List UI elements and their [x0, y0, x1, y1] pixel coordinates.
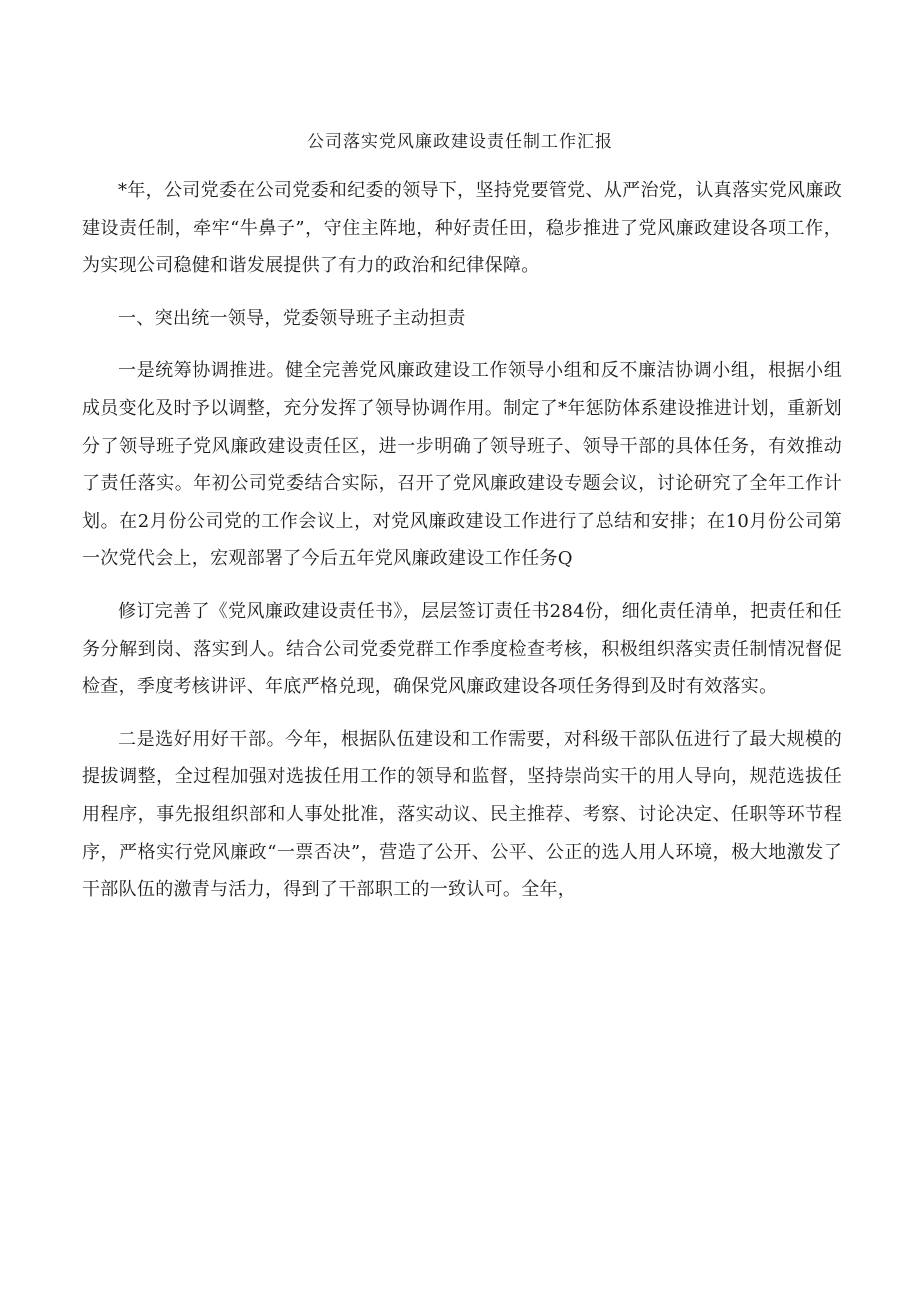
document-body: [82, 172, 842, 924]
paragraph-responsibility-letter: 修订完善了《党风廉政建设责任书》，层层签订责任书284份，细化责任清单，把责任和任务分解到岗、落实到人。结合公司党委党群工作季度检查考核，积极组织落实责任制情况督促检查，季度考核讲评、年底严格兑现，确保党风廉政建设各项任务得到及时有效落实。: [82, 600, 842, 698]
paragraph-cadre-selection: 二是选好用好干部。今年，根据队伍建设和工作需要，对科级干部队伍进行了最大规模的提拔调整，全过程加强对选拔任用工作的领导和监督，坚持崇尚实干的用人导向，规范选拔任用程序，事先报组织部和人事处批准，落实动议、民主推荐、考察、讨论决定、任职等环节程序，严格实行党风廉政“一票否决”，营造了公开、公平、公正的选人用人环境，极大地激发了干部队伍的激青与活力，得到了干部职工的一致认可。全年，: [82, 728, 842, 901]
section-heading-1: 一、突出统一领导，党委领导班子主动担责: [118, 307, 466, 329]
paragraph-intro: *年，公司党委在公司党委和纪委的领导下，坚持党要管党、从严治党，认真落实党风廉政建设责任制，牵牢“牛鼻子”，守住主阵地，种好责任田，稳步推进了党风廉政建设各项工作，为实现公司稳健和谐发展提供了有力的政治和纪律保障。: [82, 180, 842, 277]
paragraph-coordination: 一是统筹协调推进。健全完善党风廉政建设工作领导小组和反不廉洁协调小组，根据小组成员变化及时予以调整，充分发挥了领导协调作用。制定了*年惩防体系建设推进计划，重新划分了领导班子党风廉政建设责任区，进一步明确了领导班子、领导干部的具体任务，有效推动了责任落实。年初公司党委结合实际，召开了党风廉政建设专题会议，讨论研究了全年工作计划。在2月份公司党的工作会议上，对党风廉政建设工作进行了总结和安排；在10月份公司第一次党代会上，宏观部署了今后五年党风廉政建设工作任务Q: [82, 360, 842, 570]
document-title: 公司落实党风廉政建设责任制工作汇报: [307, 132, 613, 152]
